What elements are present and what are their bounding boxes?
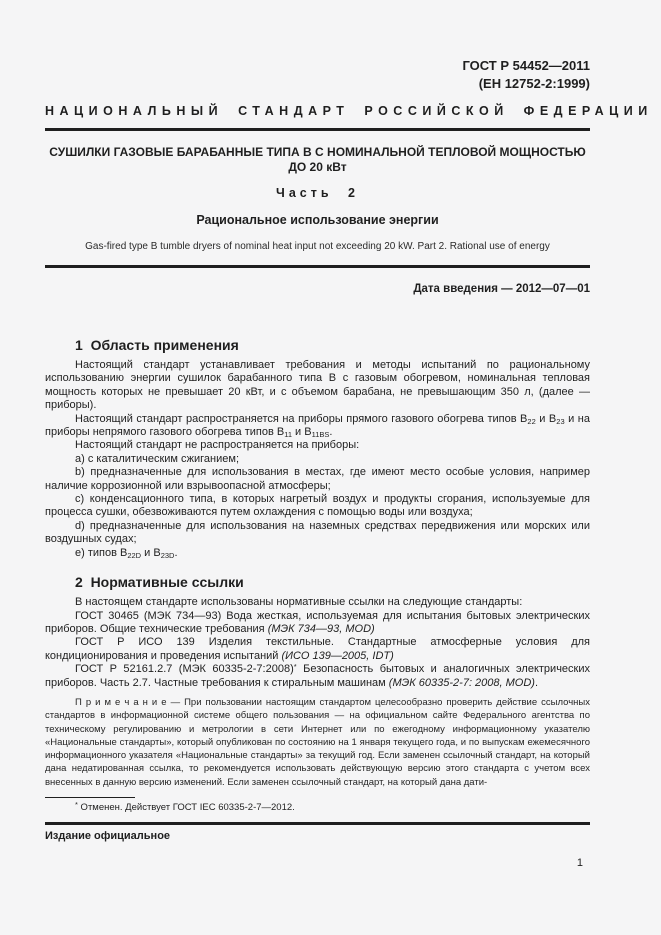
section-2-heading: 2 Нормативные ссылки — [75, 574, 244, 591]
title-en: Gas-fired type B tumble dryers of nominal heat input not exceeding 20 kW. Part 2. Rational use of energy — [85, 241, 550, 252]
header-rule — [45, 128, 590, 131]
footnote: * Отменен. Действует ГОСТ IEC 60335-2-7—2012. — [75, 800, 295, 813]
note: П р и м е ч а н и е — При пользовании настоящим стандартом целесообразно проверить действие ссылочных стандартов в информационной системе общего пользования — на официальном сайте Федерального агентства по техническому регулированию и метрологии в сети Интернет или по ежегодному информационному указателю «Национальные стандарты», который опубликован по состоянию на 1 января текущего года, и по выпускам ежемесячного информационного указателя «Национальные стандарты» за текущий год. Если заменен ссылочный стандарт, на который дана недатированная ссылка, то рекомендуется использовать действующую версию этого стандарта с учетом всех внесенных в данную версию изменений. Если заменен ссылочный стандарт, на который дана дати- — [45, 696, 590, 788]
page-content — [45, 0, 653, 789]
list-item-d: d) предназначенные для использования на наземных средствах передвижения или морских или воздушных судах; — [45, 519, 590, 546]
reference-gost-30465: ГОСТ 30465 (МЭК 734—93) Вода жесткая, используемая для испытания бытовых электрических приборов. Общие технические требования (МЭК 734—93, MOD) — [45, 609, 590, 635]
reference-gost-r-52161: ГОСТ Р 52161.2.7 (МЭК 60335-2-7:2008)* Безопасность бытовых и аналогичных электрических приборов. Часть 2.7. Частные требования к стиральным машинам (МЭК 60335-2-7: 2008, MOD). — [45, 662, 591, 689]
list-item-c: c) конденсационного типа, в которых нагретый воздух и продукты сгорания, используемые для процесса сушки, обезвоживаются путем охлаждения с помощью воды или воздуха; — [45, 493, 590, 519]
doc-number: ГОСТ Р 54452—2011 — [462, 58, 590, 73]
effective-date: Дата введения — 2012—07—01 — [413, 283, 590, 295]
edition-label: Издание официальное — [45, 830, 171, 842]
main-title — [45, 145, 590, 175]
paragraph: Настоящий стандарт не распространяется на приборы: — [75, 439, 360, 452]
title-rule — [45, 265, 590, 268]
footnote-rule — [45, 797, 135, 798]
list-item-b: b) предназначенные для использования в местах, где имеют место особые условия, например наличие коррозионной или взрывоопасной атмосферы; — [45, 466, 590, 492]
paragraph: Настоящий стандарт распространяется на приборы прямого газового обогрева типов $B_{22}$ и $B_{23}$ и на приборы непрямого газового обогрева типов $B_{11}$ и $B_{11BS}$. — [45, 412, 591, 440]
list-item-a: a) с каталитическим сжиганием; — [75, 452, 239, 465]
reference-gost-r-iso-139: ГОСТ Р ИСО 139 Изделия текстильные. Стандартные атмосферные условия для кондиционирования и проведения испытаний (ИСО 139—2005, IDT) — [45, 636, 590, 662]
page-number: 1 — [576, 857, 583, 869]
section-1-heading: 1 Область применения — [75, 337, 239, 353]
paragraph: Настоящий стандарт устанавливает требования и методы испытаний по рациональному использованию энергии сушилок барабанного типа В с газовым обогревом, номинальная тепловая мощность которых не превышает 20 кВт, и с объемом барабана, не превышающим 350 л, (далее — приборы). — [45, 359, 590, 412]
paragraph: В настоящем стандарте использованы нормативные ссылки на следующие стандарты: — [75, 596, 523, 609]
part-label: Часть 2 — [276, 186, 359, 200]
footer-rule — [45, 822, 590, 825]
federation-banner: НАЦИОНАЛЬНЫЙ СТАНДАРТ РОССИЙСКОЙ ФЕДЕРАЦИИ — [45, 104, 653, 118]
main-title-line1: СУШИЛКИ ГАЗОВЫЕ БАРАБАННЫЕ ТИПА В С НОМИНАЛЬНОЙ ТЕПЛОВОЙ МОЩНОСТЬЮ — [49, 145, 586, 159]
main-title-line2: ДО 20 кВт — [288, 160, 347, 174]
list-item-e: e) типов $B_{22D}$ и $B_{23D}$. — [75, 546, 178, 560]
doc-number-alt: (ЕН 12752-2:1999) — [478, 76, 590, 91]
subtitle-ru: Рациональное использование энергии — [196, 213, 439, 227]
